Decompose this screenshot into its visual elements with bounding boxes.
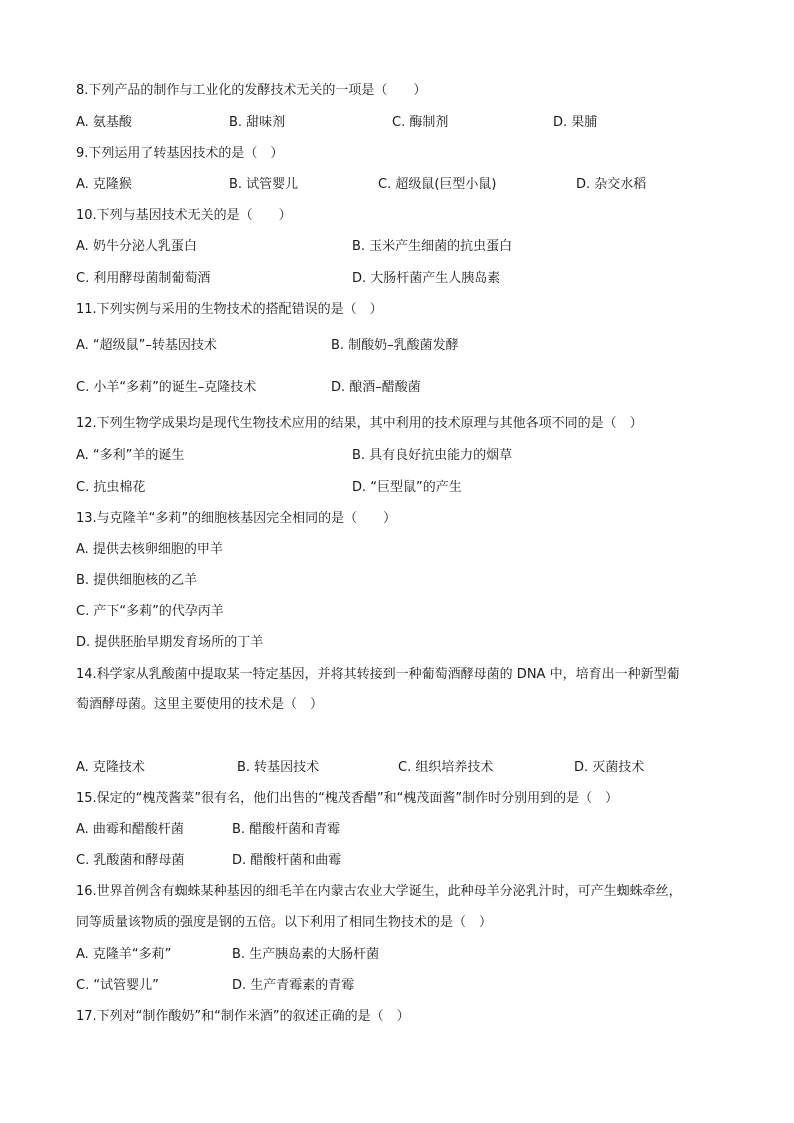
- question-13-option-d[interactable]: D. 提供胚胎早期发育场所的丁羊: [76, 635, 264, 650]
- question-8-option-b[interactable]: B. 甜味剂: [229, 115, 286, 130]
- question-16-option-a[interactable]: A. 克隆羊“多莉”: [76, 947, 172, 962]
- question-10-option-d[interactable]: D. 大肠杆菌产生人胰岛素: [352, 271, 501, 286]
- question-10-stem: 10.下列与基因技术无关的是（ ）: [76, 208, 292, 223]
- question-15-option-c[interactable]: C. 乳酸菌和酵母菌: [76, 853, 185, 868]
- question-9-stem: 9.下列运用了转基因技术的是（ ）: [76, 146, 284, 161]
- question-16-option-b[interactable]: B. 生产胰岛素的大肠杆菌: [232, 947, 380, 962]
- question-14-option-d[interactable]: D. 灭菌技术: [574, 760, 645, 775]
- question-13-option-a[interactable]: A. 提供去核卵细胞的甲羊: [76, 542, 223, 557]
- question-16-option-d[interactable]: D. 生产青霉素的青霉: [232, 978, 355, 993]
- question-9-option-a[interactable]: A. 克隆猴: [76, 177, 132, 192]
- question-13-option-b[interactable]: B. 提供细胞核的乙羊: [76, 573, 198, 588]
- question-10-option-b[interactable]: B. 玉米产生细菌的抗虫蛋白: [352, 239, 513, 254]
- question-9-option-b[interactable]: B. 试管婴儿: [229, 177, 299, 192]
- question-13-stem: 13.与克隆羊“多莉”的细胞核基因完全相同的是（ ）: [76, 511, 397, 526]
- question-16-option-c[interactable]: C. “试管婴儿”: [76, 978, 159, 993]
- question-8-option-c[interactable]: C. 酶制剂: [392, 115, 449, 130]
- question-13-option-c[interactable]: C. 产下“多莉”的代孕丙羊: [76, 604, 224, 619]
- question-11-option-b[interactable]: B. 制酸奶–乳酸菌发酵: [331, 338, 459, 353]
- question-11-stem: 11.下列实例与采用的生物技术的搭配错误的是（ ）: [76, 302, 383, 317]
- question-9-option-c[interactable]: C. 超级鼠(巨型小鼠): [378, 177, 497, 192]
- question-8-stem: 8.下列产品的制作与工业化的发酵技术无关的一项是（ ）: [76, 83, 427, 98]
- question-16-stem-line-2: 同等质量该物质的强度是钢的五倍。以下利用了相同生物技术的是（ ）: [76, 915, 493, 930]
- question-11-option-d[interactable]: D. 酿酒–醋酸菌: [331, 380, 421, 395]
- question-15-option-a[interactable]: A. 曲霉和醋酸杆菌: [76, 822, 184, 837]
- question-12-option-b[interactable]: B. 具有良好抗虫能力的烟草: [352, 448, 513, 463]
- question-15-stem: 15.保定的“槐茂酱菜”很有名，他们出售的“槐茂香醋”和“槐茂面酱”制作时分别用到的是（ ）: [76, 791, 619, 806]
- question-8-option-d[interactable]: D. 果脯: [553, 115, 598, 130]
- question-14-option-b[interactable]: B. 转基因技术: [237, 760, 320, 775]
- question-16-stem-line-1: 16.世界首例含有蜘蛛某种基因的细毛羊在内蒙古农业大学诞生，此种母羊分泌乳汁时，可产生蜘蛛牵丝，: [76, 884, 682, 899]
- question-12-stem: 12.下列生物学成果均是现代生物技术应用的结果，其中利用的技术原理与其他各项不同的是（ ）: [76, 416, 643, 431]
- question-14-stem-line-1: 14.科学家从乳酸菌中提取某一特定基因，并将其转接到一种葡萄酒酵母菌的 DNA 中，培育出一种新型葡: [76, 667, 680, 682]
- question-12-option-a[interactable]: A. “多利”羊的诞生: [76, 448, 185, 463]
- question-12-option-d[interactable]: D. “巨型鼠”的产生: [352, 480, 462, 495]
- question-10-option-a[interactable]: A. 奶牛分泌人乳蛋白: [76, 239, 197, 254]
- question-15-option-b[interactable]: B. 醋酸杆菌和青霉: [232, 822, 341, 837]
- question-15-option-d[interactable]: D. 醋酸杆菌和曲霉: [232, 853, 342, 868]
- question-8-option-a[interactable]: A. 氨基酸: [76, 115, 132, 130]
- question-12-option-c[interactable]: C. 抗虫棉花: [76, 480, 146, 495]
- question-10-option-c[interactable]: C. 利用酵母菌制葡萄酒: [76, 271, 211, 286]
- question-9-option-d[interactable]: D. 杂交水稻: [576, 177, 647, 192]
- question-17-stem: 17.下列对“制作酸奶”和“制作米酒”的叙述正确的是（ ）: [76, 1009, 410, 1024]
- question-14-stem-line-2: 萄酒酵母菌。这里主要使用的技术是（ ）: [76, 697, 324, 712]
- question-14-option-c[interactable]: C. 组织培养技术: [398, 760, 494, 775]
- question-11-option-a[interactable]: A. “超级鼠”–转基因技术: [76, 338, 217, 353]
- question-11-option-c[interactable]: C. 小羊“多莉”的诞生–克隆技术: [76, 380, 257, 395]
- question-14-option-a[interactable]: A. 克隆技术: [76, 760, 145, 775]
